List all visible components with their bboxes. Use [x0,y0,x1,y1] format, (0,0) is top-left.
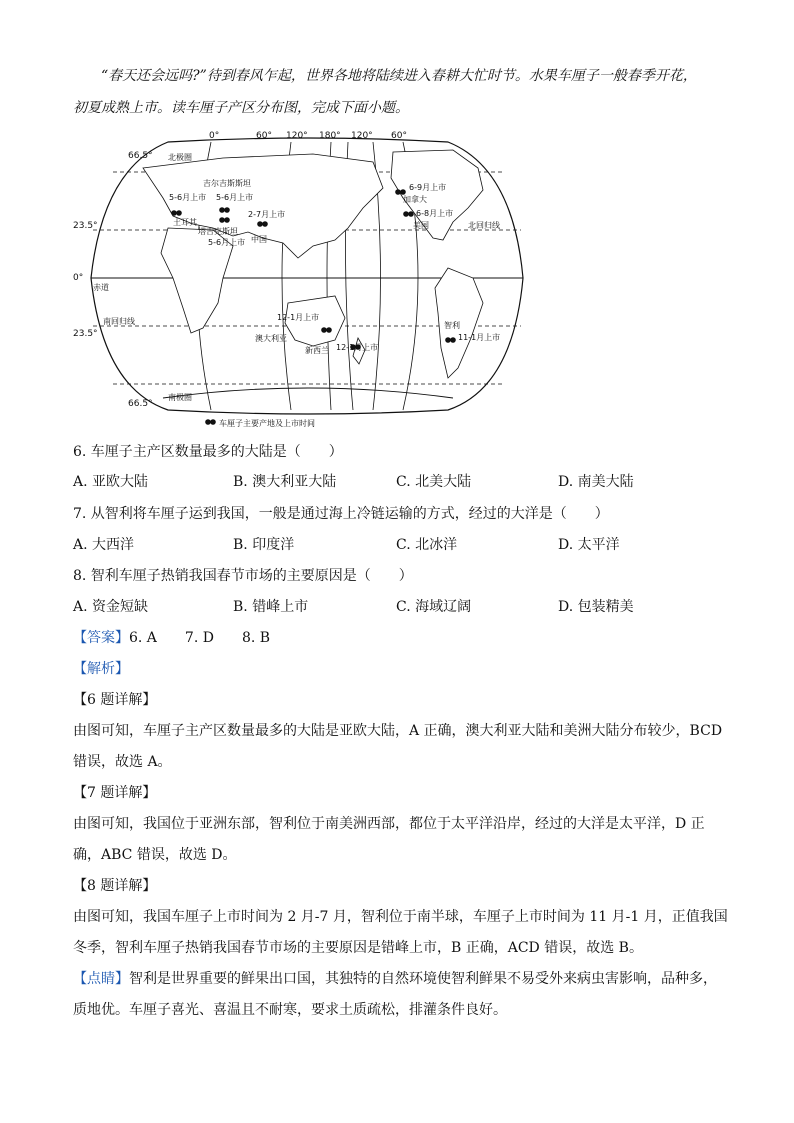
q7-option-d: D. 太平洋 [558,537,620,553]
lat-label: 66.5° [128,399,153,409]
detail-8-line-2: 冬季，智利车厘子热销我国春节市场的主要原因是错峰上市，B 正确，ACD 错误，故选 B。 [73,940,643,956]
time-label: 11-1月上市 [458,333,501,342]
question-6-stem: 6. 车厘子主产区数量最多的大陆是（ ） [73,444,343,460]
place-usa: 美国 [413,221,429,230]
detail-8-line-1: 由图可知，我国车厘子上市时间为 2 月-7 月，智利位于南半球，车厘子上市时间为 11 月-1 月，正值我国 [73,909,728,925]
place-china: 中国 [251,235,267,244]
q6-option-c: C. 北美大陆 [396,474,472,490]
tip-tag: 【点睛】 [73,971,129,987]
place-nz: 新西兰 [305,346,329,355]
detail-7-line-1: 由图可知，我国位于亚洲东部，智利位于南美洲西部，都位于太平洋沿岸，经过的大洋是太平洋，D 正 [73,816,705,832]
q8-option-b: B. 错峰上市 [233,599,309,615]
question-8-stem: 8. 智利车厘子热销我国春节市场的主要原因是（ ） [73,568,413,584]
q8-option-d: D. 包装精美 [558,599,634,615]
lat-label: 66.5° [128,151,153,161]
q8-option-c: C. 海域辽阔 [396,599,472,615]
arctic-label: 北极圈 [168,153,192,162]
tip-line-1 [73,969,723,989]
q8-option-a: A. 资金短缺 [73,599,149,615]
answer-text: 6. A 7. D 8. B [129,630,271,646]
detail-6-line-2: 错误，故选 A。 [73,754,172,770]
legend-label: 车厘子主要产地及上市时间 [219,419,315,428]
lat-label: 0° [73,273,84,283]
antarctic-label: 南极圈 [168,393,192,402]
time-label: 12-1月上市 [336,343,379,352]
time-label: 5-6月上市 [169,193,207,202]
place-tajik: 塔吉克斯坦 [198,227,238,236]
lon-label: 60° [256,131,272,141]
detail-7-tag: 【7 题详解】 [73,785,157,801]
place-australia: 澳大利亚 [255,334,287,343]
time-label: 6-9月上市 [409,183,447,192]
answer-line [73,628,723,648]
equator-label: 赤道 [93,283,109,292]
tip-text-1: 智利是世界重要的鲜果出口国，其独特的自然环境使智利鲜果不易受外来病虫害影响，品种多， [129,971,717,987]
time-label: 12-1月上市 [277,313,320,322]
world-map-figure [73,128,543,432]
answer-tag: 【答案】 [73,630,129,646]
time-label: 5-6月上市 [216,193,254,202]
place-turkey: 土耳其 [173,218,197,227]
time-label: 5-6月上市 [208,238,246,247]
time-label: 2-7月上市 [248,210,286,219]
analysis-tag: 【解析】 [73,661,129,677]
question-7-stem: 7. 从智利将车厘子运到我国，一般是通过海上冷链运输的方式，经过的大洋是（ ） [73,506,609,522]
lon-label: 0° [209,131,220,141]
detail-7-line-2: 确，ABC 错误，故选 D。 [73,847,237,863]
lat-label: 23.5° [73,329,98,339]
q6-option-d: D. 南美大陆 [558,474,634,490]
place-chile: 智利 [444,321,460,330]
time-label: 6-8月上市 [416,209,454,218]
q6-option-b: B. 澳大利亚大陆 [233,474,337,490]
intro-line-1: “春天还会远吗?”待到春风乍起，世界各地将陆续进入春耕大忙时节。水果车厘子一般春季开花， [101,68,697,84]
detail-6-line-1: 由图可知，车厘子主产区数量最多的大陆是亚欧大陆，A 正确，澳大利亚大陆和美洲大陆分布较少，BCD [73,723,723,739]
place-canada: 加拿大 [403,195,427,204]
capricorn-label: 南回归线 [103,317,135,326]
q6-option-a: A. 亚欧大陆 [73,474,149,490]
q7-option-a: A. 大西洋 [73,537,135,553]
cancer-label: 北回归线 [468,221,500,230]
intro-line-2: 初夏成熟上市。读车厘子产区分布图，完成下面小题。 [73,100,409,116]
q7-option-b: B. 印度洋 [233,537,295,553]
tip-line-2: 质地优。车厘子喜光、喜温且不耐寒，要求土质疏松，排灌条件良好。 [73,1002,507,1018]
place-kyrgyz: 吉尔吉斯斯坦 [203,179,251,188]
lon-label: 120° [351,131,373,141]
lon-label: 120° [286,131,308,141]
lon-label: 60° [391,131,407,141]
lon-label: 180° [319,131,341,141]
detail-6-tag: 【6 题详解】 [73,692,157,708]
detail-8-tag: 【8 题详解】 [73,878,157,894]
lat-label: 23.5° [73,221,98,231]
q7-option-c: C. 北冰洋 [396,537,458,553]
